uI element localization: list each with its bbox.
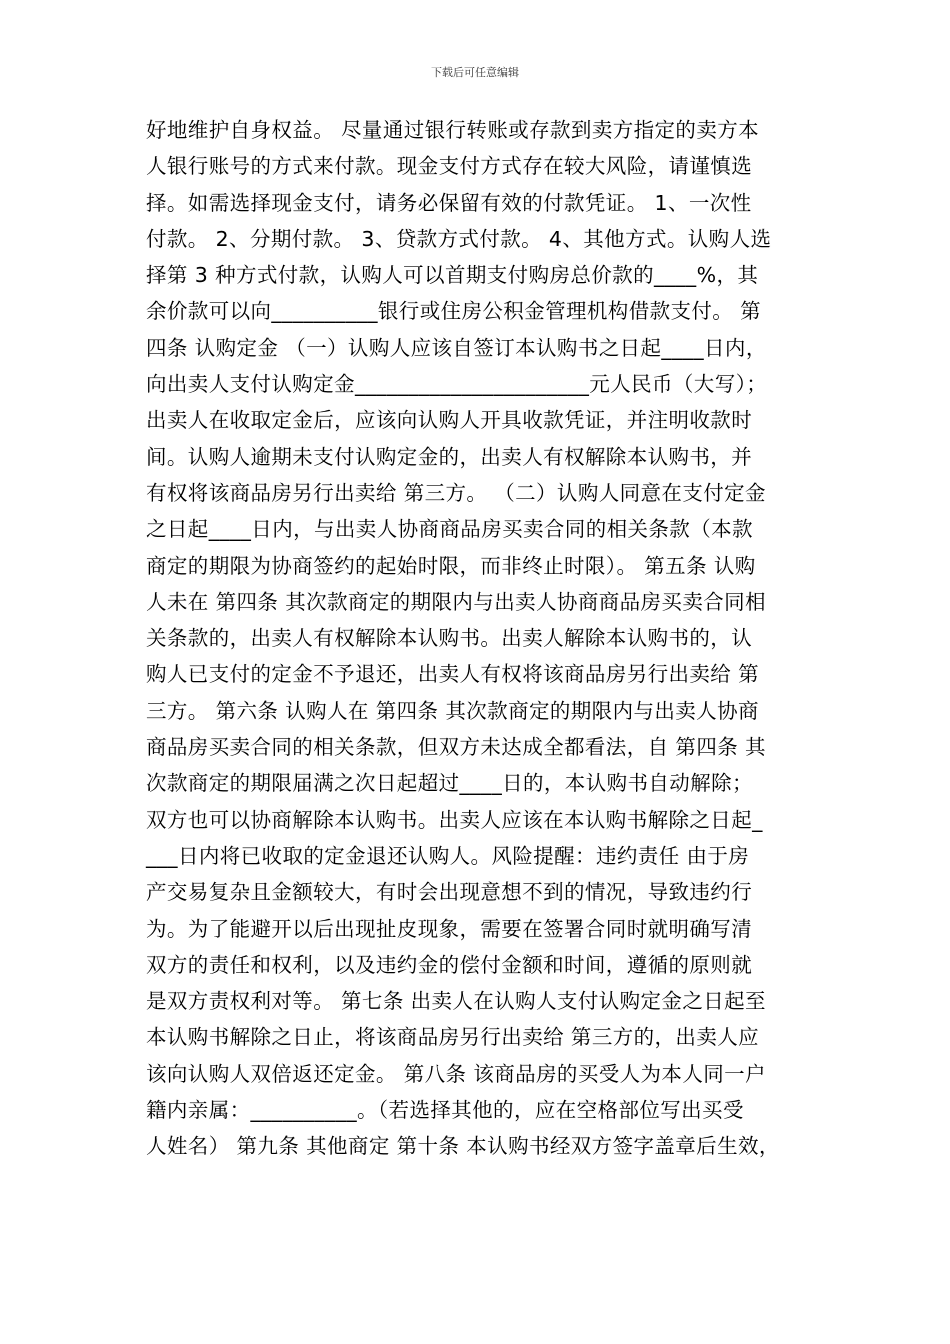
body-line: 出卖人在收取定金后，应该向认购人开具收款凭证，并注明收款时 (146, 408, 753, 433)
body-line: ___日内将已收取的定金退还认购人。风险提醒：违约责任 由于房 (146, 843, 750, 868)
body-line: 本认购书解除之日止，将该商品房另行出卖给 第三方的，出卖人应 (146, 1025, 760, 1050)
body-line: 双方也可以协商解除本认购书。出卖人应该在本认购书解除之日起_ (146, 807, 763, 832)
body-line: 余价款可以向__________银行或住房公积金管理机构借款支付。 第 (146, 299, 762, 324)
body-line: 人银行账号的方式来付款。现金支付方式存在较大风险，请谨慎选 (146, 154, 753, 179)
body-line: 是双方责权利对等。 第七条 出卖人在认购人支付认购定金之日起至 (146, 989, 766, 1014)
body-line: 有权将该商品房另行出卖给 第三方。 （二）认购人同意在支付定金 (146, 480, 766, 505)
body-line: 商定的期限为协商签约的起始时限，而非终止时限）。 第五条 认购 (146, 553, 756, 578)
body-line: 为。为了能避开以后出现扯皮现象，需要在签署合同时就明确写清 (146, 916, 753, 941)
body-line: 双方的责任和权利，以及违约金的偿付金额和时间，遵循的原则就 (146, 952, 753, 977)
body-line: 次款商定的期限届满之次日起超过____日的，本认购书自动解除； (146, 771, 753, 796)
body-line: 付款。 2、分期付款。 3、贷款方式付款。 4、其他方式。认购人选 (146, 226, 772, 251)
document-body (146, 112, 818, 1165)
body-line: 购人已支付的定金不予退还，出卖人有权将该商品房另行出卖给 第 (146, 662, 760, 687)
body-line: 商品房买卖合同的相关条款，但双方未达成全都看法，自 第四条 其 (146, 735, 766, 760)
body-line: 人未在 第四条 其次款商定的期限内与出卖人协商商品房买卖合同相 (146, 589, 766, 614)
body-line: 四条 认购定金 （一）认购人应该自签订本认购书之日起____日内， (146, 335, 767, 360)
body-line: 该向认购人双倍返还定金。 第八条 该商品房的买受人为本人同一户 (146, 1061, 766, 1086)
page-header: 下载后可任意编辑 (431, 66, 519, 79)
body-line: 三方。 第六条 认购人在 第四条 其次款商定的期限内与出卖人协商 (146, 698, 759, 723)
body-line: 人姓名） 第九条 其他商定 第十条 本认购书经双方签字盖章后生效， (146, 1134, 780, 1159)
body-line: 籍内亲属：__________。（若选择其他的，应在空格部位写出买受 (146, 1098, 744, 1123)
body-line: 间。认购人逾期未支付认购定金的，出卖人有权解除本认购书，并 (146, 444, 753, 469)
body-line: 择。如需选择现金支付，请务必保留有效的付款凭证。 1、一次性 (146, 190, 752, 215)
body-line: 关条款的，出卖人有权解除本认购书。出卖人解除本认购书的，认 (146, 626, 753, 651)
body-line: 向出卖人支付认购定金______________________元人民币（大写）； (146, 372, 768, 397)
body-line: 产交易复杂且金额较大，有时会出现意想不到的情况，导致违约行 (146, 880, 753, 905)
body-line: 好地维护自身权益。 尽量通过银行转账或存款到卖方指定的卖方本 (146, 118, 760, 142)
body-line: 择第 3 种方式付款，认购人可以首期支付购房总价款的____%，其 (146, 263, 759, 288)
body-line: 之日起____日内，与出卖人协商商品房买卖合同的相关条款（本款 (146, 517, 753, 542)
